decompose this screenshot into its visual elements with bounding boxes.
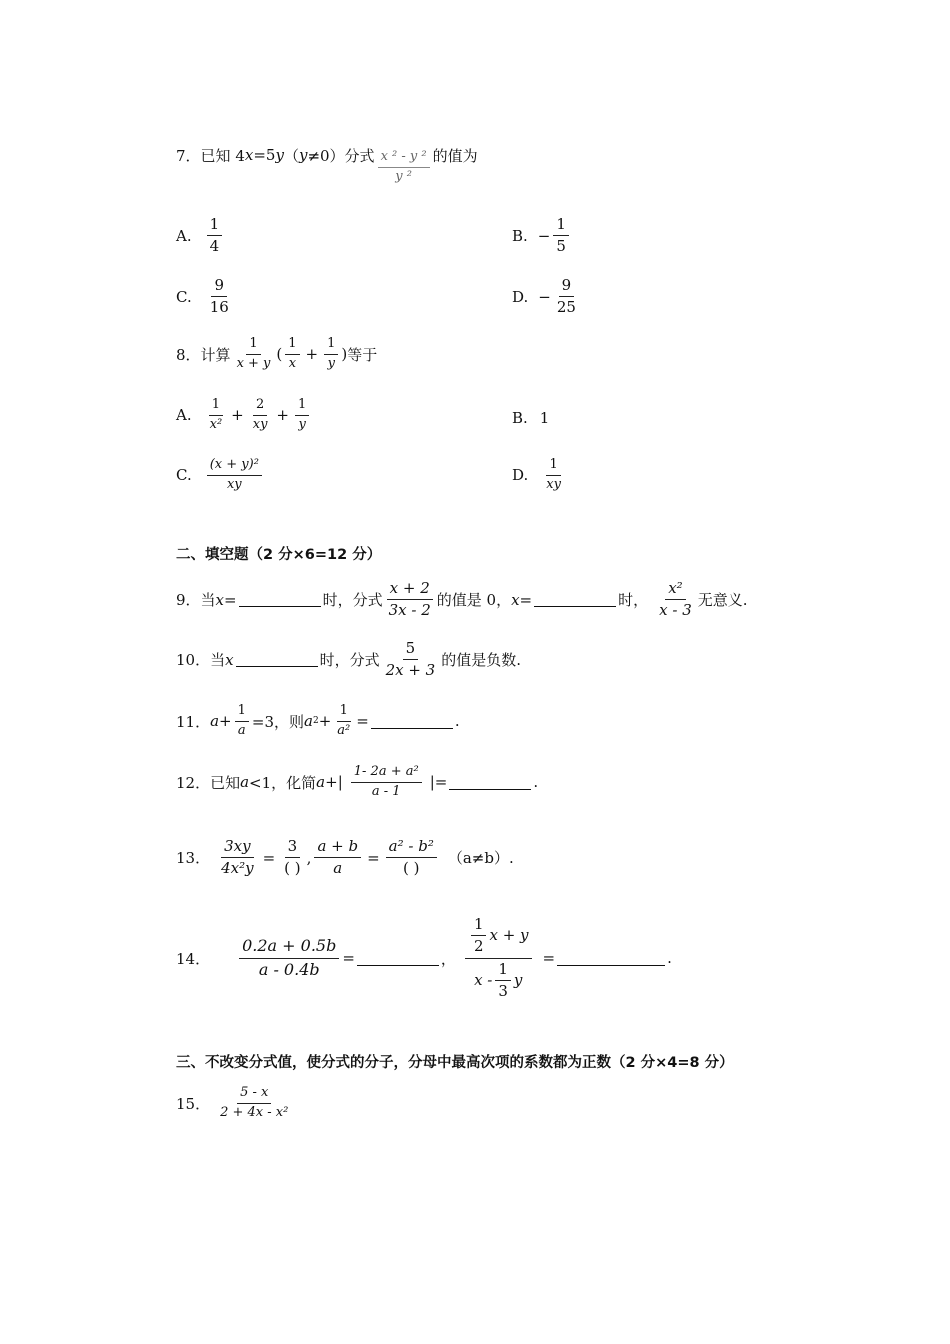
q7-option-a [176,216,225,256]
q12-end: . [533,773,539,792]
q8-option-a [176,398,312,433]
q14-end: . [667,949,672,967]
denominator: 2 + 4x - x² [220,1104,289,1120]
q13-number: 13． [176,849,211,868]
q8-text-pre: 计算 [200,345,231,364]
denominator: a [333,859,343,878]
q15-number: 15． [176,1094,211,1113]
numerator: x + 2 [387,580,433,600]
q9-text-2: 的值是 0， [436,591,512,610]
q11-var-a: a [210,712,220,731]
plus-sign: + [231,406,244,425]
q8-fraction-3 [324,337,338,372]
numerator: x² [665,580,685,600]
q12-var-a-2: a [316,773,326,792]
numerator: 1 [246,337,260,355]
denominator: a - 0.4b [258,959,320,979]
denominator: x [288,355,297,371]
denominator: xy [546,476,561,492]
denominator: 25 [556,298,576,317]
q7-option-c [176,277,235,317]
option-fraction-2 [250,398,271,433]
q14-number: 14． [176,949,211,968]
q11-fraction-1 [235,704,249,739]
option-fraction-1 [207,398,226,433]
option-label: B. [512,409,528,427]
minus-sign: − [537,226,551,245]
q13-fraction-4 [386,838,437,878]
question-7 [176,138,478,184]
question-11 [176,704,460,739]
q11-blank[interactable] [371,714,453,729]
q14-fraction-1 [239,937,339,979]
option-label: D. [512,287,529,306]
numerator: 1 [209,398,223,416]
q9-fraction-2 [656,580,695,620]
q10-var-x: x [225,650,234,669]
denominator: a² [337,722,351,738]
q11-exponent: 2 [312,716,319,727]
q8-option-b [512,409,549,427]
denominator: ( ) [284,859,301,878]
q11-fraction-2 [334,704,353,739]
q10-text-2: 的值是负数. [441,651,522,670]
question-14 [176,916,672,1000]
q10-fraction [383,640,439,680]
option-label: A. [176,406,192,425]
option-fraction [553,216,569,256]
q7-var-x: x [244,146,254,165]
q9-fraction-1 [386,580,434,620]
q14-blank-1[interactable] [357,951,439,966]
q11-end: . [454,712,460,731]
q8-fraction-1 [234,337,274,372]
q9-text-3: 时， [618,591,649,610]
q12-fraction [351,765,422,800]
section-2-heading: 二、填空题（2 分×6=12 分） [176,547,382,563]
denominator: x - 3 [659,601,692,620]
q14-eq-2: = [542,949,556,967]
q12-blank[interactable] [449,775,531,790]
option-label: C. [176,466,192,485]
numerator: (x + y)² [207,458,262,476]
q14-complex-fraction [465,916,532,1000]
numerator: 3xy [221,838,253,858]
denominator-rest: y [513,970,523,989]
q7-cond-y: y [298,146,308,165]
q12-number: 12．已知 [176,773,241,792]
q7-number: 7． [176,146,201,165]
option-fraction [207,277,232,317]
denominator: 4 [209,237,220,256]
option-label: C. [176,287,192,306]
q12-text-1: <1，化简 [249,773,317,792]
q14-blank-2[interactable] [557,951,665,966]
section-3-heading: 三、不改变分式值，使分式的分子，分母中最高次项的系数都为正数（2 分×4=8 分） [176,1055,734,1071]
q13-fraction-3 [314,838,361,878]
q8-option-d [512,458,567,493]
q9-blank-1[interactable] [239,592,321,607]
q9-blank-2[interactable] [534,592,616,607]
q7-option-b [512,216,572,256]
q14-eq-1: = [342,949,355,967]
q13-fraction-1 [218,838,257,878]
question-15 [176,1086,294,1121]
q13-eq-2: = [367,848,380,867]
q7-cond-rest: ≠0）分式 [307,146,375,165]
denominator: x² [209,416,223,432]
denominator [471,959,525,1001]
q13-fraction-2 [281,838,303,878]
q15-fraction [217,1086,291,1121]
q7-text-pre: 已知 4 [200,146,245,165]
numerator: 5 [403,640,419,660]
inner-fraction-half [471,916,487,956]
q10-number: 10．当 [176,651,226,670]
option-fraction [207,458,262,493]
q7-frac-denominator: y ² [395,168,412,184]
q13-comma: , [306,848,312,867]
q9-number: 9．当 [176,591,216,610]
denominator: a - 1 [371,783,401,799]
q14-comma: ， [440,949,456,968]
plus-sign: + [305,345,319,364]
q11-number: 11． [176,712,211,731]
numerator-rest: x + y [489,926,529,945]
q11-text-1: =3，则 [251,712,305,731]
numerator: 9 [559,277,575,297]
question-9 [176,580,748,620]
q8-text-post: 等于 [347,345,378,364]
inner-fraction-third [495,961,511,1001]
plus-sign: + [276,406,289,425]
numerator: 1 [337,704,351,722]
q12-text-2: |= [429,773,448,792]
q13-condition: （a≠b）. [447,849,514,868]
denominator: 3x - 2 [388,601,431,620]
option-label: B. [512,226,528,245]
option-fraction [554,277,579,317]
denominator: ( ) [403,859,420,878]
numerator [465,916,532,959]
denominator: y [298,416,306,432]
denominator: xy [226,476,242,492]
numerator: 9 [211,277,227,297]
q8-fraction-2 [285,337,299,372]
option-label: D. [512,466,529,485]
option-fraction [207,216,223,256]
numerator: 1 [285,337,299,355]
denominator: 2 [473,937,484,956]
denominator-pre: x - [474,970,493,989]
q11-var-a-2: a [304,712,313,731]
question-12 [176,765,538,800]
denominator: 2x + 3 [385,661,436,680]
q7-fraction [378,150,430,185]
numerator: 5 - x [237,1086,271,1104]
denominator: 4x²y [221,859,254,878]
denominator: x + y [236,355,271,371]
q7-text-post: 的值为 [432,146,478,165]
q7-var-y: y [275,146,284,165]
option-fraction-3 [295,398,309,433]
q11-plus: + [219,712,232,731]
question-8 [176,337,377,372]
q10-blank[interactable] [236,652,318,667]
numerator: 3 [285,838,301,858]
q9-eq-2: = [519,590,533,609]
numerator: 1 [546,458,560,476]
denominator: a [237,722,246,738]
numerator: 1- 2a + a² [351,765,422,783]
q7-cond-open: （ [283,146,299,165]
option-text: 1 [539,409,550,427]
option-label: A. [176,226,192,245]
q9-var-x: x [215,590,225,609]
q9-var-x-2: x [511,590,520,609]
numerator: 2 [253,398,267,416]
numerator: 1 [235,704,249,722]
denominator: y [327,355,335,371]
numerator: 1 [207,216,223,236]
numerator: a² - b² [386,838,437,858]
numerator: 1 [553,216,569,236]
numerator: a + b [314,838,361,858]
q10-text-1: 时，分式 [319,651,380,670]
denominator: xy [252,416,268,432]
numerator: 1 [495,961,511,981]
q9-eq: = [224,590,237,609]
q8-number: 8． [176,345,201,364]
q9-text-1: 时，分式 [322,591,383,610]
q8-option-c [176,458,265,493]
denominator: 3 [498,981,508,1000]
numerator: 1 [324,337,338,355]
q11-text-2: + [318,712,332,731]
paren-close: ) [341,345,348,364]
q13-eq-1: = [262,848,276,867]
q9-text-4: 无意义. [697,591,748,610]
paren-open: ( [276,345,283,364]
q12-plus-bar: +| [325,773,343,792]
minus-sign: − [538,287,551,306]
numerator: 1 [471,916,487,936]
q12-var-a: a [240,773,250,792]
q7-frac-numerator: x ² - y ² [378,150,430,168]
numerator: 0.2a + 0.5b [239,937,339,958]
option-fraction [543,458,564,493]
denominator: 16 [209,298,229,317]
denominator: 5 [556,237,566,256]
question-10 [176,640,521,680]
numerator: 1 [295,398,309,416]
q11-eq: = [356,712,369,731]
q7-text-mid: =5 [253,146,276,165]
question-13 [176,838,514,878]
q7-option-d [512,277,582,317]
